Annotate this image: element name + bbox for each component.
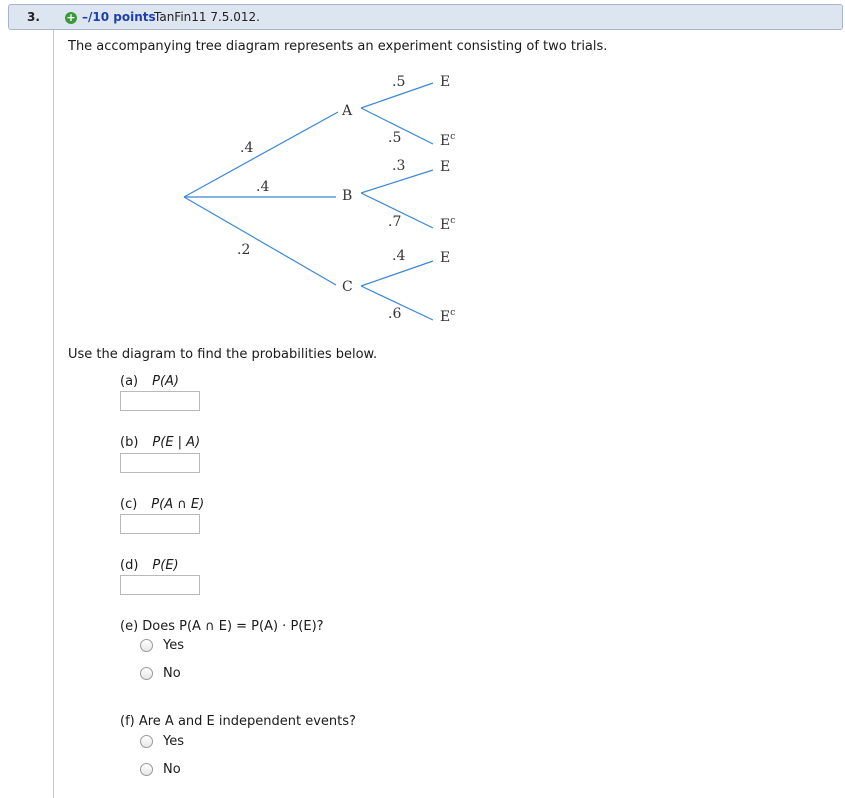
part-e-question: (e) Does P(A ∩ E) = P(A) · P(E)?	[120, 619, 324, 634]
part-f-yes-label: Yes	[163, 734, 184, 749]
part-c-label: (c) P(A ∩ E)	[120, 497, 205, 512]
part-a-label: (a) P(A)	[120, 374, 180, 389]
prob-a: .4	[240, 140, 254, 156]
outcome-a-ec: $E^c$	[440, 132, 456, 149]
prob-c-ec: .6	[388, 306, 402, 322]
prob-c: .2	[237, 242, 251, 258]
part-e-no-radio[interactable]	[140, 667, 153, 680]
problem-id: TanFin11 7.5.012.	[154, 10, 260, 24]
points-label: –/10 points	[82, 10, 156, 24]
part-d-answer-input[interactable]	[120, 575, 200, 595]
part-d-label: (d) P(E)	[120, 558, 179, 573]
part-f-no-label: No	[163, 762, 181, 777]
part-c-answer-input[interactable]	[120, 514, 200, 534]
outcome-c-e: E	[440, 250, 451, 266]
node-b: B	[342, 188, 353, 204]
part-f-question: (f) Are A and E independent events?	[120, 714, 356, 729]
node-c: C	[342, 279, 353, 295]
intro-text: The accompanying tree diagram represents an experiment consisting of two trials.	[68, 39, 608, 54]
part-b-label: (b) P(E | A)	[120, 435, 201, 450]
prob-a-e: .5	[392, 74, 406, 90]
prob-b: .4	[256, 179, 270, 195]
prob-c-e: .4	[392, 248, 406, 264]
part-f-yes-radio[interactable]	[140, 735, 153, 748]
part-e-yes-radio[interactable]	[140, 639, 153, 652]
part-e-no-label: No	[163, 666, 181, 681]
prob-a-ec: .5	[388, 130, 402, 146]
plus-icon[interactable]: +	[66, 11, 76, 24]
node-a: A	[342, 103, 353, 119]
question-number: 3.	[27, 10, 40, 24]
part-b-answer-input[interactable]	[120, 453, 200, 473]
part-a-answer-input[interactable]	[120, 391, 200, 411]
prob-b-e: .3	[392, 158, 406, 174]
outcome-c-ec: $E^c$	[440, 308, 456, 325]
branch-c	[184, 197, 336, 285]
outcome-b-e: E	[440, 159, 451, 175]
outcome-a-e: E	[440, 74, 451, 90]
tree-diagram	[0, 0, 845, 360]
instruction-text: Use the diagram to find the probabilities below.	[68, 347, 378, 362]
part-f-no-radio[interactable]	[140, 763, 153, 776]
part-e-yes-label: Yes	[163, 638, 184, 653]
branch-c-e	[361, 261, 433, 286]
outcome-b-ec: $E^c$	[440, 216, 456, 233]
prob-b-ec: .7	[388, 214, 402, 230]
